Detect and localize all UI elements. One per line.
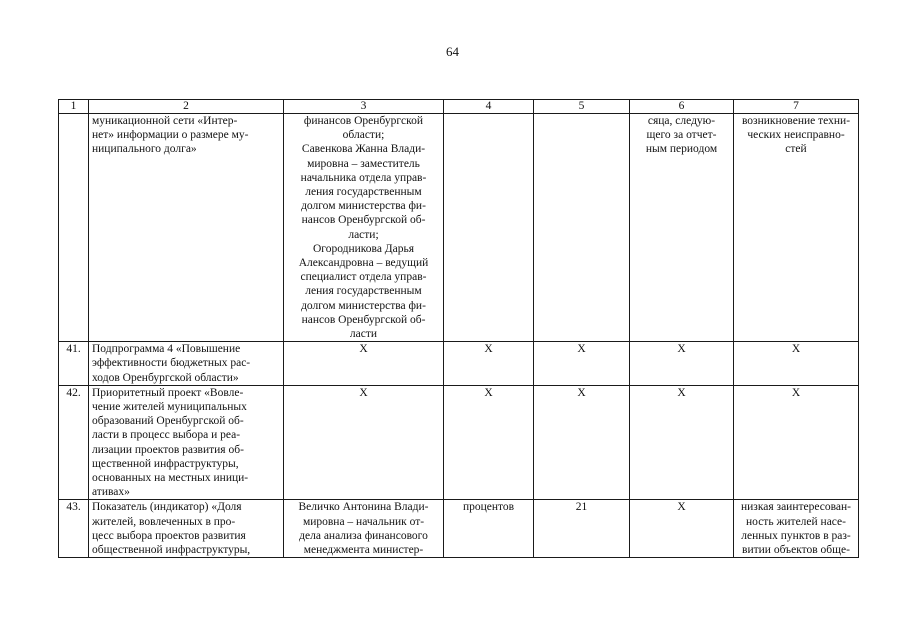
row-number-cell [59,114,89,342]
header-cell: 5 [534,100,630,114]
cell-text-line: долгом министерства фи- [301,200,426,213]
cell-text-line: Приоритетный проект «Вовле- [92,386,244,399]
table-cell-col4 [444,114,534,342]
table-header-row [59,100,859,114]
cell-text-line: ласти [349,328,378,341]
table-cell-col3 [284,385,444,500]
indicator-table [58,99,859,558]
cell-text-line: ность жителей насе- [746,515,846,528]
cell-text-line: Х [359,386,368,399]
cell-text-line: Показатель (индикатор) «Доля [92,501,242,514]
cell-text-line: Огородникова Дарья [312,242,415,255]
cell-text-line: Х [359,343,368,356]
cell-text-line: Х [677,343,686,356]
table-cell-col6 [630,385,734,500]
table-cell-col2 [89,385,284,500]
cell-text-line: менеджмента министер- [303,544,424,557]
cell-text-line: ления государственным [305,186,422,199]
table-cell-col2 [89,342,284,386]
cell-text-line: Савенкова Жанна Влади- [301,143,426,156]
cell-text-line: Х [791,386,801,399]
cell-text-line: ным периодом [645,143,718,156]
cell-text-line: ласти; [348,228,379,241]
cell-text-line: цесс выбора проектов развития [92,529,246,542]
cell-text-line: Подпрограмма 4 «Повышение [92,343,241,356]
table-cell-col5 [534,114,630,342]
table-cell-col6 [630,342,734,386]
cell-text-line: муникационной сети «Интер- [92,115,238,127]
cell-text-line: нансов Оренбургской об- [301,313,426,326]
cell-text-line: ления государственным [305,285,422,298]
table-cell-col2 [89,114,284,342]
row-number-cell: 43. [59,500,89,558]
cell-text-line: Х [484,343,493,356]
table-cell-col4 [444,342,534,386]
cell-text-line: основанных на местных иници- [92,472,249,485]
cell-text-line: Х [791,343,801,356]
cell-text-line: ласти в процесс выбора и реа- [92,429,241,442]
cell-text-line: ниципального долга» [92,143,197,156]
table-cell-col7 [734,385,859,500]
header-cell: 3 [284,100,444,114]
cell-text-line: ативах» [92,486,130,499]
cell-text-line: Х [577,343,586,356]
cell-text-line: витии объектов обще- [742,544,850,557]
table-cell-col3 [284,114,444,342]
cell-text-line: сяца, следую- [647,115,716,127]
row-number-cell: 42. [59,385,89,500]
cell-text-line: долгом министерства фи- [301,299,426,312]
table-row [59,385,859,500]
cell-text-line: области; [342,129,385,142]
cell-text-line: Х [677,386,686,399]
cell-text-line: ленных пунктов в раз- [741,529,851,542]
cell-text-line: Х [677,501,686,514]
cell-text-line: Х [577,386,586,399]
table-cell-col4 [444,500,534,558]
cell-text-line: начальника отдела управ- [300,171,427,184]
cell-text-line: щественной инфраструктуры, [92,457,239,470]
cell-text-line: дела анализа финансового [299,529,428,542]
cell-text-line: образований Оренбургской об- [92,415,244,428]
table-cell-col7 [734,342,859,386]
table-cell-col7 [734,500,859,558]
cell-text-line: щего за отчет- [646,129,717,142]
cell-text-line: финансов Оренбургской [303,115,424,127]
cell-text-line: чение жителей муниципальных [92,401,247,414]
cell-text-line: Александровна – ведущий [298,257,429,270]
header-cell: 2 [89,100,284,114]
cell-text-line: жителей, вовлеченных в про- [92,515,236,528]
table-cell-col2 [89,500,284,558]
table-cell-col6 [630,500,734,558]
table-cell-col7 [734,114,859,342]
table-row [59,500,859,558]
cell-text-line: 21 [575,501,588,514]
header-cell: 1 [59,100,89,114]
table-cell-col5 [534,500,630,558]
page-number: 64 [446,44,459,59]
table-cell-col3 [284,500,444,558]
cell-text-line: нет» информации о размере му- [92,129,249,142]
cell-text-line: эффективности бюджетных рас- [92,357,251,370]
cell-text-line: Х [484,386,493,399]
cell-text-line: лизации проектов развития об- [92,443,244,456]
table-cell-col4 [444,385,534,500]
cell-text-line: низкая заинтересован- [741,501,851,514]
header-cell: 6 [630,100,734,114]
table-cell-col5 [534,385,630,500]
cell-text-line: стей [785,143,807,156]
row-number-cell: 41. [59,342,89,386]
header-cell: 7 [734,100,859,114]
cell-text-line: ходов Оренбургской области» [92,371,239,384]
cell-text-line: процентов [462,501,515,514]
cell-text-line: Величко Антонина Влади- [298,501,429,514]
cell-text-line: мировна – заместитель [307,157,420,170]
table-cell-col3 [284,342,444,386]
cell-text-line: общественной инфраструктуры, [92,544,251,557]
table-cell-col6 [630,114,734,342]
table-row [59,114,859,342]
table-cell-col5 [534,342,630,386]
cell-text-line: мировна – начальник от- [302,515,425,528]
cell-text-line: нансов Оренбургской об- [301,214,426,227]
cell-text-line: возникновение техни- [741,115,851,127]
header-cell: 4 [444,100,534,114]
cell-text-line: ческих неисправно- [747,129,845,142]
cell-text-line: специалист отдела управ- [300,271,427,284]
table-row [59,342,859,386]
